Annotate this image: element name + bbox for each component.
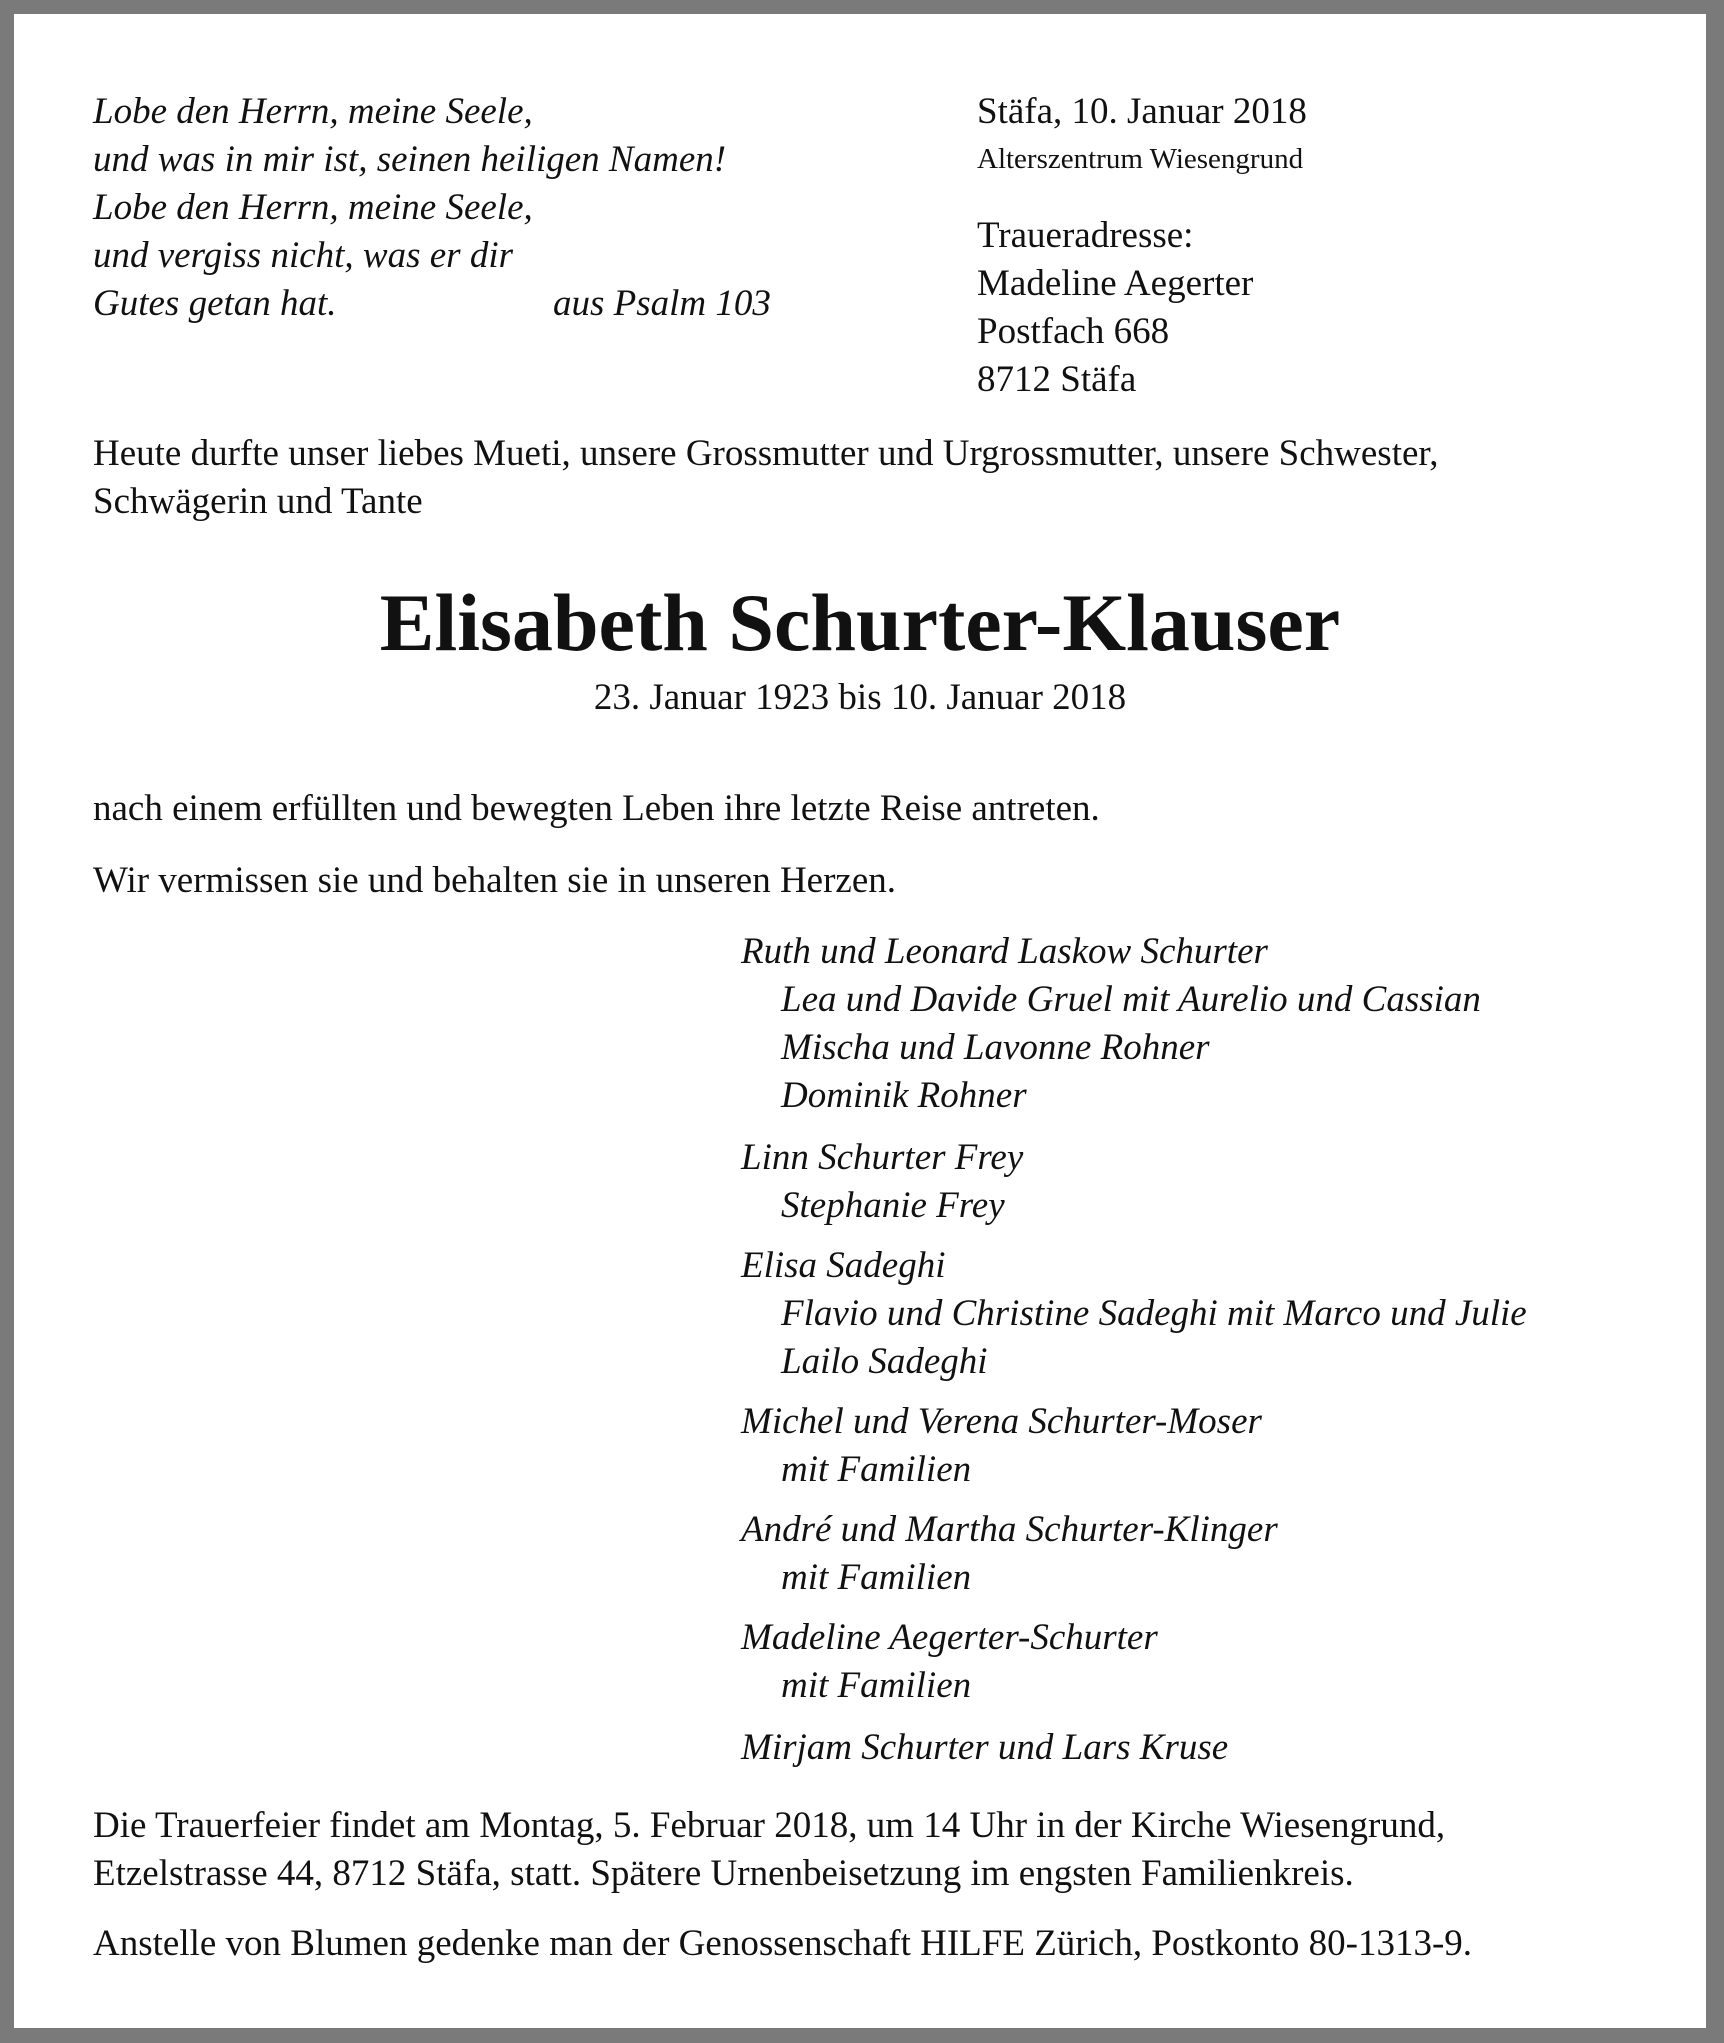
mourner-entry: Linn Schurter Frey [741,1137,1024,1178]
psalm-line: und vergiss nicht, was er dir [93,235,514,276]
donation-note: Anstelle von Blumen gedenke man der Genossenschaft HILFE Zürich, Postkonto 80-1313-9. [93,1923,1473,1964]
psalm-source: aus Psalm 103 [553,283,771,324]
mourner-entry: Michel und Verena Schurter-Moser [741,1401,1262,1442]
obituary-page [14,14,1706,2028]
address-line: 8712 Stäfa [977,359,1137,400]
mourner-entry: mit Familien [781,1665,972,1706]
address-line: Postfach 668 [977,311,1170,352]
deceased-name: Elisabeth Schurter-Klauser [379,577,1341,668]
institution: Alterszentrum Wiesengrund [977,143,1304,175]
mourner-entry: Lailo Sadeghi [781,1341,988,1382]
mourner-entry: Mirjam Schurter und Lars Kruse [741,1727,1229,1768]
mourner-entry: Lea und Davide Gruel mit Aurelio und Cassian [781,979,1481,1020]
address-label: Traueradresse: [977,215,1194,256]
mourner-entry: Flavio und Christine Sadeghi mit Marco und Julie [781,1293,1527,1334]
psalm-line: Lobe den Herrn, meine Seele, [93,91,533,132]
mourner-entry: Elisa Sadeghi [741,1245,946,1286]
psalm-line: und was in mir ist, seinen heiligen Namen! [93,139,727,180]
mourner-entry: mit Familien [781,1449,972,1490]
intro-line: Schwägerin und Tante [93,481,423,522]
place-date: Stäfa, 10. Januar 2018 [977,91,1307,132]
mourner-entry: Dominik Rohner [781,1075,1027,1116]
mourner-entry: Stephanie Frey [781,1185,1005,1226]
ceremony-line: Etzelstrasse 44, 8712 Stäfa, statt. Spätere Urnenbeisetzung im engsten Familienkreis. [93,1853,1354,1894]
psalm-line: Gutes getan hat. [93,283,337,324]
mourner-entry: Ruth und Leonard Laskow Schurter [741,931,1268,972]
ceremony-line: Die Trauerfeier findet am Montag, 5. Februar 2018, um 14 Uhr in der Kirche Wiesengrund, [93,1805,1446,1846]
psalm-line: Lobe den Herrn, meine Seele, [93,187,533,228]
intro-line: Heute durfte unser liebes Mueti, unsere Grossmutter und Urgrossmutter, unsere Schwester, [93,433,1439,474]
mourner-entry: Madeline Aegerter-Schurter [741,1617,1158,1658]
mourner-entry: André und Martha Schurter-Klinger [741,1509,1278,1550]
address-line: Madeline Aegerter [977,263,1254,304]
life-dates: 23. Januar 1923 bis 10. Januar 2018 [593,677,1127,718]
farewell-text: nach einem erfüllten und bewegten Leben ihre letzte Reise antreten. [93,788,1100,829]
mourner-entry: Mischa und Lavonne Rohner [781,1027,1210,1068]
mourner-entry: mit Familien [781,1557,972,1598]
remembrance-text: Wir vermissen sie und behalten sie in unseren Herzen. [93,860,896,901]
